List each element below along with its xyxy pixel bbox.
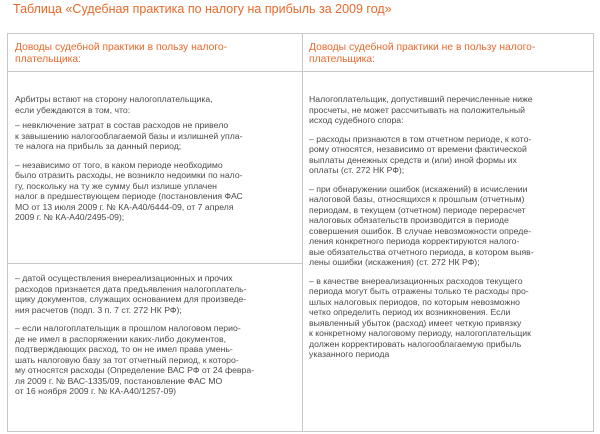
line: – независимо от того, в каком периоде необходимо — [15, 159, 223, 170]
line: просчеты, не может рассчитывать на положительный — [309, 104, 526, 115]
line: налог в предшествующем периоде (постановления ФАС — [15, 191, 243, 201]
line: от 16 ноября 2009 г. № КА-А40/1257-09) — [15, 386, 177, 396]
list-item — [309, 276, 534, 360]
line: рому относятся, независимо от времени фактической — [309, 144, 527, 154]
left-row-divider — [8, 263, 302, 264]
line: совершения ошибок. В случае невозможности опреде- — [309, 225, 532, 236]
table-title: Таблица «Судебная практика по налогу на прибыль за 2009 год» — [13, 2, 392, 16]
header-left: Доводы судебной практики в пользу налого- плательщика: — [15, 42, 228, 65]
court-practice-table — [7, 33, 594, 432]
line: – невключение затрат в состав расходов не привело — [15, 120, 229, 130]
list-item — [309, 134, 534, 176]
line: выплаты денежных средств и (или) иной формы их — [309, 154, 517, 165]
line: если убеждаются в том, что: — [15, 104, 131, 115]
line: подтверждающих расход, то он не имел права умень- — [15, 344, 233, 354]
line: щику документов, служащих основанием для произведе- — [15, 294, 247, 304]
line: вые обязательства отчетного периода, в котором выяв- — [309, 246, 534, 257]
line: к завышению налогооблагаемой базы и излишней упла- — [15, 130, 243, 141]
left-top-cell — [15, 94, 243, 231]
header-right: Доводы судебной практики не в пользу налого- плательщика: — [309, 42, 536, 65]
line: должен корректировать налогооблагаемую прибыль — [309, 338, 522, 349]
line: – расходы признаются в том отчетном периоде, к кото- — [309, 133, 532, 144]
line: расходов признается дата предъявления налогоплатель- — [15, 283, 247, 294]
line: было отразить расходы, не возникло недоимки по нало- — [15, 170, 243, 180]
line: 2009 г. № КА-А40/2495-09); — [15, 212, 125, 222]
line: ля 2009 г. № ВАС-1335/09, постановление ФАС МО — [15, 375, 223, 386]
line: шлых налоговых периодов, по которым невозможно — [309, 296, 520, 307]
line: Арбитры встают на сторону налогоплательщика, — [15, 94, 213, 104]
list-item — [15, 160, 243, 223]
line: – если налогоплательщик в прошлом налоговом перио- — [15, 323, 241, 333]
left-bottom-cell — [15, 273, 254, 405]
list-item — [15, 323, 254, 397]
line: шать налоговую базу за тот отчетный период, к которо- — [15, 354, 239, 365]
line: к конкретному налоговому периоду, налогоплательщик — [309, 328, 531, 338]
paragraph — [15, 94, 243, 115]
line: му относятся расходы (Определение ВАС РФ от 24 февра- — [15, 365, 255, 375]
line: МО от 13 июля 2009 г. № КА-А40/6444-09, от 7 апреля — [15, 201, 234, 212]
line: де не имел в распоряжении каких-либо документов, — [15, 333, 227, 344]
line: периодам, в текущем (отчетном) периоде перерасчет — [309, 204, 526, 215]
list-item — [15, 120, 243, 152]
line: указанного периода — [309, 349, 390, 359]
column-divider — [302, 34, 303, 431]
line: – при обнаружении ошибок (искажений) в исчислении — [309, 183, 528, 194]
right-cell — [309, 94, 534, 368]
line: лены ошибки (искажения) (ст. 272 НК РФ); — [309, 257, 480, 267]
header-divider — [8, 71, 593, 72]
line: – в качестве внереализационных расходов текущего — [309, 275, 523, 286]
line: выявленный убыток (расход) имеет четкую привязку — [309, 317, 522, 328]
line: Налогоплательщик, допустивший перечисленные ниже — [309, 94, 533, 104]
line: оплаты (ст. 272 НК РФ); — [309, 165, 405, 175]
line: исход судебного спора: — [309, 115, 404, 125]
line: четко определить период их возникновения. Если — [309, 307, 511, 317]
line: налоговых обязательств производится в периоде — [309, 215, 509, 225]
line: периода могут быть отражены только те расходы про- — [309, 286, 529, 296]
line: ния расчетов (подп. 3 п. 7 ст. 272 НК РФ); — [15, 304, 182, 315]
list-item — [15, 273, 254, 315]
line: те налога на прибыль за данный период; — [15, 141, 182, 151]
list-item — [309, 184, 534, 268]
line: гу, поскольку на ту же сумму был излише уплачен — [15, 180, 217, 191]
line: налоговой базы, относящихся к прошлым (отчетным) — [309, 194, 525, 204]
line: – датой осуществления внереализационных и прочих — [15, 273, 233, 283]
paragraph — [309, 94, 534, 126]
line: ления конкретного периода корректируются налого- — [309, 236, 520, 246]
